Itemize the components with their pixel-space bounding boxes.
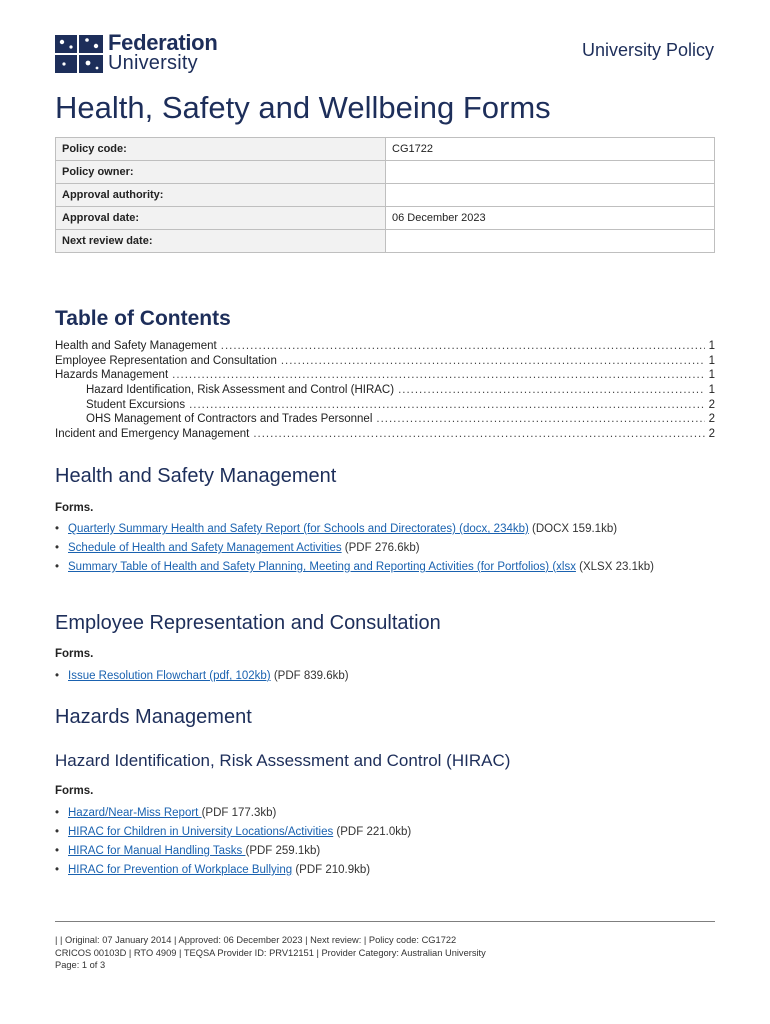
form-list-item — [55, 540, 715, 556]
toc-entry-label: Incident and Emergency Management — [55, 428, 250, 441]
policy-field-label: Next review date: — [56, 230, 386, 253]
toc-leader-dots — [253, 428, 704, 440]
toc-leader-dots — [376, 413, 704, 425]
policy-field-label: Approval authority: — [56, 184, 386, 207]
form-file-info: (PDF 839.6kb) — [270, 670, 349, 682]
form-list-item — [55, 521, 715, 537]
form-list-item — [55, 843, 715, 859]
logo-wordmark-university: University — [108, 52, 198, 74]
policy-field-label: Policy owner: — [56, 161, 386, 184]
form-file-info: (PDF 210.9kb) — [292, 864, 371, 876]
toc-entry[interactable] — [55, 399, 715, 414]
toc-entry[interactable] — [55, 413, 715, 428]
logo-mark-icon — [55, 32, 105, 76]
form-list-item — [55, 668, 715, 684]
policy-field-value — [386, 161, 715, 184]
toc-leader-dots — [398, 384, 705, 396]
toc-leader-dots — [172, 369, 704, 381]
toc-entry[interactable] — [55, 369, 715, 384]
toc-entry-page: 2 — [708, 398, 715, 411]
toc-leader-dots — [189, 399, 705, 411]
toc-entry-label: Hazard Identification, Risk Assessment and Control (HIRAC) — [86, 384, 395, 397]
toc-title: Table of Contents — [55, 307, 231, 330]
bullet-icon: • — [55, 670, 60, 682]
footer-policy-info: | | Original: 07 January 2014 | Approved: 06 December 2023 | Next review: | Policy code: CG1722 — [55, 935, 457, 945]
form-file-info: (PDF 259.1kb) — [245, 845, 321, 857]
toc-entry-page: 1 — [708, 340, 715, 352]
policy-details-table — [55, 137, 715, 253]
policy-field-label: Approval date: — [56, 207, 386, 230]
policy-field-value — [386, 184, 715, 207]
forms-label: Forms. — [55, 502, 94, 514]
header-policy-label: University Policy — [581, 40, 714, 60]
policy-field-value — [386, 230, 715, 253]
toc-entry-label: Student Excursions — [86, 398, 186, 411]
form-download-link[interactable]: Issue Resolution Flowchart (pdf, 102kb) — [68, 670, 271, 682]
section-heading-employee-representation: Employee Representation and Consultation — [55, 612, 441, 634]
toc-entry[interactable] — [55, 340, 715, 355]
toc-entry-label: Hazards Management — [55, 369, 169, 382]
toc-entry-page: 2 — [708, 428, 715, 441]
forms-label: Forms. — [55, 648, 94, 660]
toc-entry-page: 1 — [708, 369, 715, 382]
page-footer — [55, 934, 486, 972]
footer-divider — [55, 921, 715, 922]
toc-leader-dots — [281, 355, 705, 367]
footer-page-number: Page: 1 of 3 — [55, 960, 106, 970]
document-title: Health, Safety and Wellbeing Forms — [55, 90, 551, 125]
section-heading-health-safety-management: Health and Safety Management — [55, 465, 337, 487]
toc-entry-label: Health and Safety Management — [55, 340, 217, 352]
forms-label: Forms. — [55, 785, 94, 797]
subsection-heading-hirac: Hazard Identification, Risk Assessment and Control (HIRAC) — [55, 751, 511, 770]
table-of-contents — [55, 340, 715, 443]
bullet-icon: • — [55, 542, 60, 554]
form-list-item — [55, 862, 715, 878]
form-file-info: (PDF 177.3kb) — [201, 807, 277, 819]
forms-list-hirac — [55, 805, 715, 881]
bullet-icon: • — [55, 807, 60, 819]
toc-entry-label: Employee Representation and Consultation — [55, 354, 277, 367]
form-download-link[interactable]: HIRAC for Children in University Locations/Activities — [68, 826, 334, 838]
policy-table-row — [56, 161, 715, 184]
form-file-info: (PDF 221.0kb) — [333, 826, 412, 838]
form-download-link[interactable]: HIRAC for Prevention of Workplace Bullying — [68, 864, 293, 876]
form-list-item — [55, 559, 715, 575]
form-file-info: (PDF 276.6kb) — [341, 542, 420, 554]
policy-table-row — [56, 207, 715, 230]
toc-entry[interactable] — [55, 428, 715, 443]
form-download-link[interactable]: HIRAC for Manual Handling Tasks — [68, 845, 246, 857]
bullet-icon: • — [55, 826, 60, 838]
bullet-icon: • — [55, 523, 60, 535]
form-download-link[interactable]: Quarterly Summary Health and Safety Report (for Schools and Directorates) (docx, 234kb) — [68, 523, 529, 535]
form-list-item — [55, 805, 715, 821]
toc-entry-page: 1 — [708, 384, 715, 397]
form-download-link[interactable]: Schedule of Health and Safety Management Activities — [68, 542, 342, 554]
policy-field-value: 06 December 2023 — [386, 207, 715, 230]
policy-field-label: Policy code: — [56, 138, 386, 161]
policy-field-value: CG1722 — [386, 138, 715, 161]
form-list-item — [55, 824, 715, 840]
bullet-icon: • — [55, 845, 60, 857]
policy-table-row — [56, 184, 715, 207]
policy-table-row — [56, 138, 715, 161]
logo-wordmark-federation: Federation — [108, 30, 218, 55]
bullet-icon: • — [55, 561, 60, 573]
policy-table-row — [56, 230, 715, 253]
federation-university-logo — [55, 32, 235, 78]
toc-entry-page: 2 — [708, 413, 715, 426]
section-heading-hazards-management: Hazards Management — [55, 706, 252, 728]
form-download-link[interactable]: Summary Table of Health and Safety Planning, Meeting and Reporting Activities (for Portfolios) (xlsx — [68, 561, 576, 573]
bullet-icon: • — [55, 864, 60, 876]
footer-provider-info: CRICOS 00103D | RTO 4909 | TEQSA Provider ID: PRV12151 | Provider Category: Australian University — [55, 947, 486, 958]
toc-entry-label: OHS Management of Contractors and Trades Personnel — [86, 413, 373, 426]
toc-entry-page: 1 — [708, 354, 715, 367]
forms-list-health-safety-management — [55, 521, 715, 578]
toc-entry[interactable] — [55, 384, 715, 399]
forms-list-employee-representation — [55, 668, 715, 687]
form-file-info: (DOCX 159.1kb) — [528, 523, 618, 535]
toc-leader-dots — [221, 340, 705, 352]
form-download-link[interactable]: Hazard/Near-Miss Report — [68, 807, 202, 819]
toc-entry[interactable] — [55, 355, 715, 370]
form-file-info: (XLSX 23.1kb) — [575, 561, 654, 573]
